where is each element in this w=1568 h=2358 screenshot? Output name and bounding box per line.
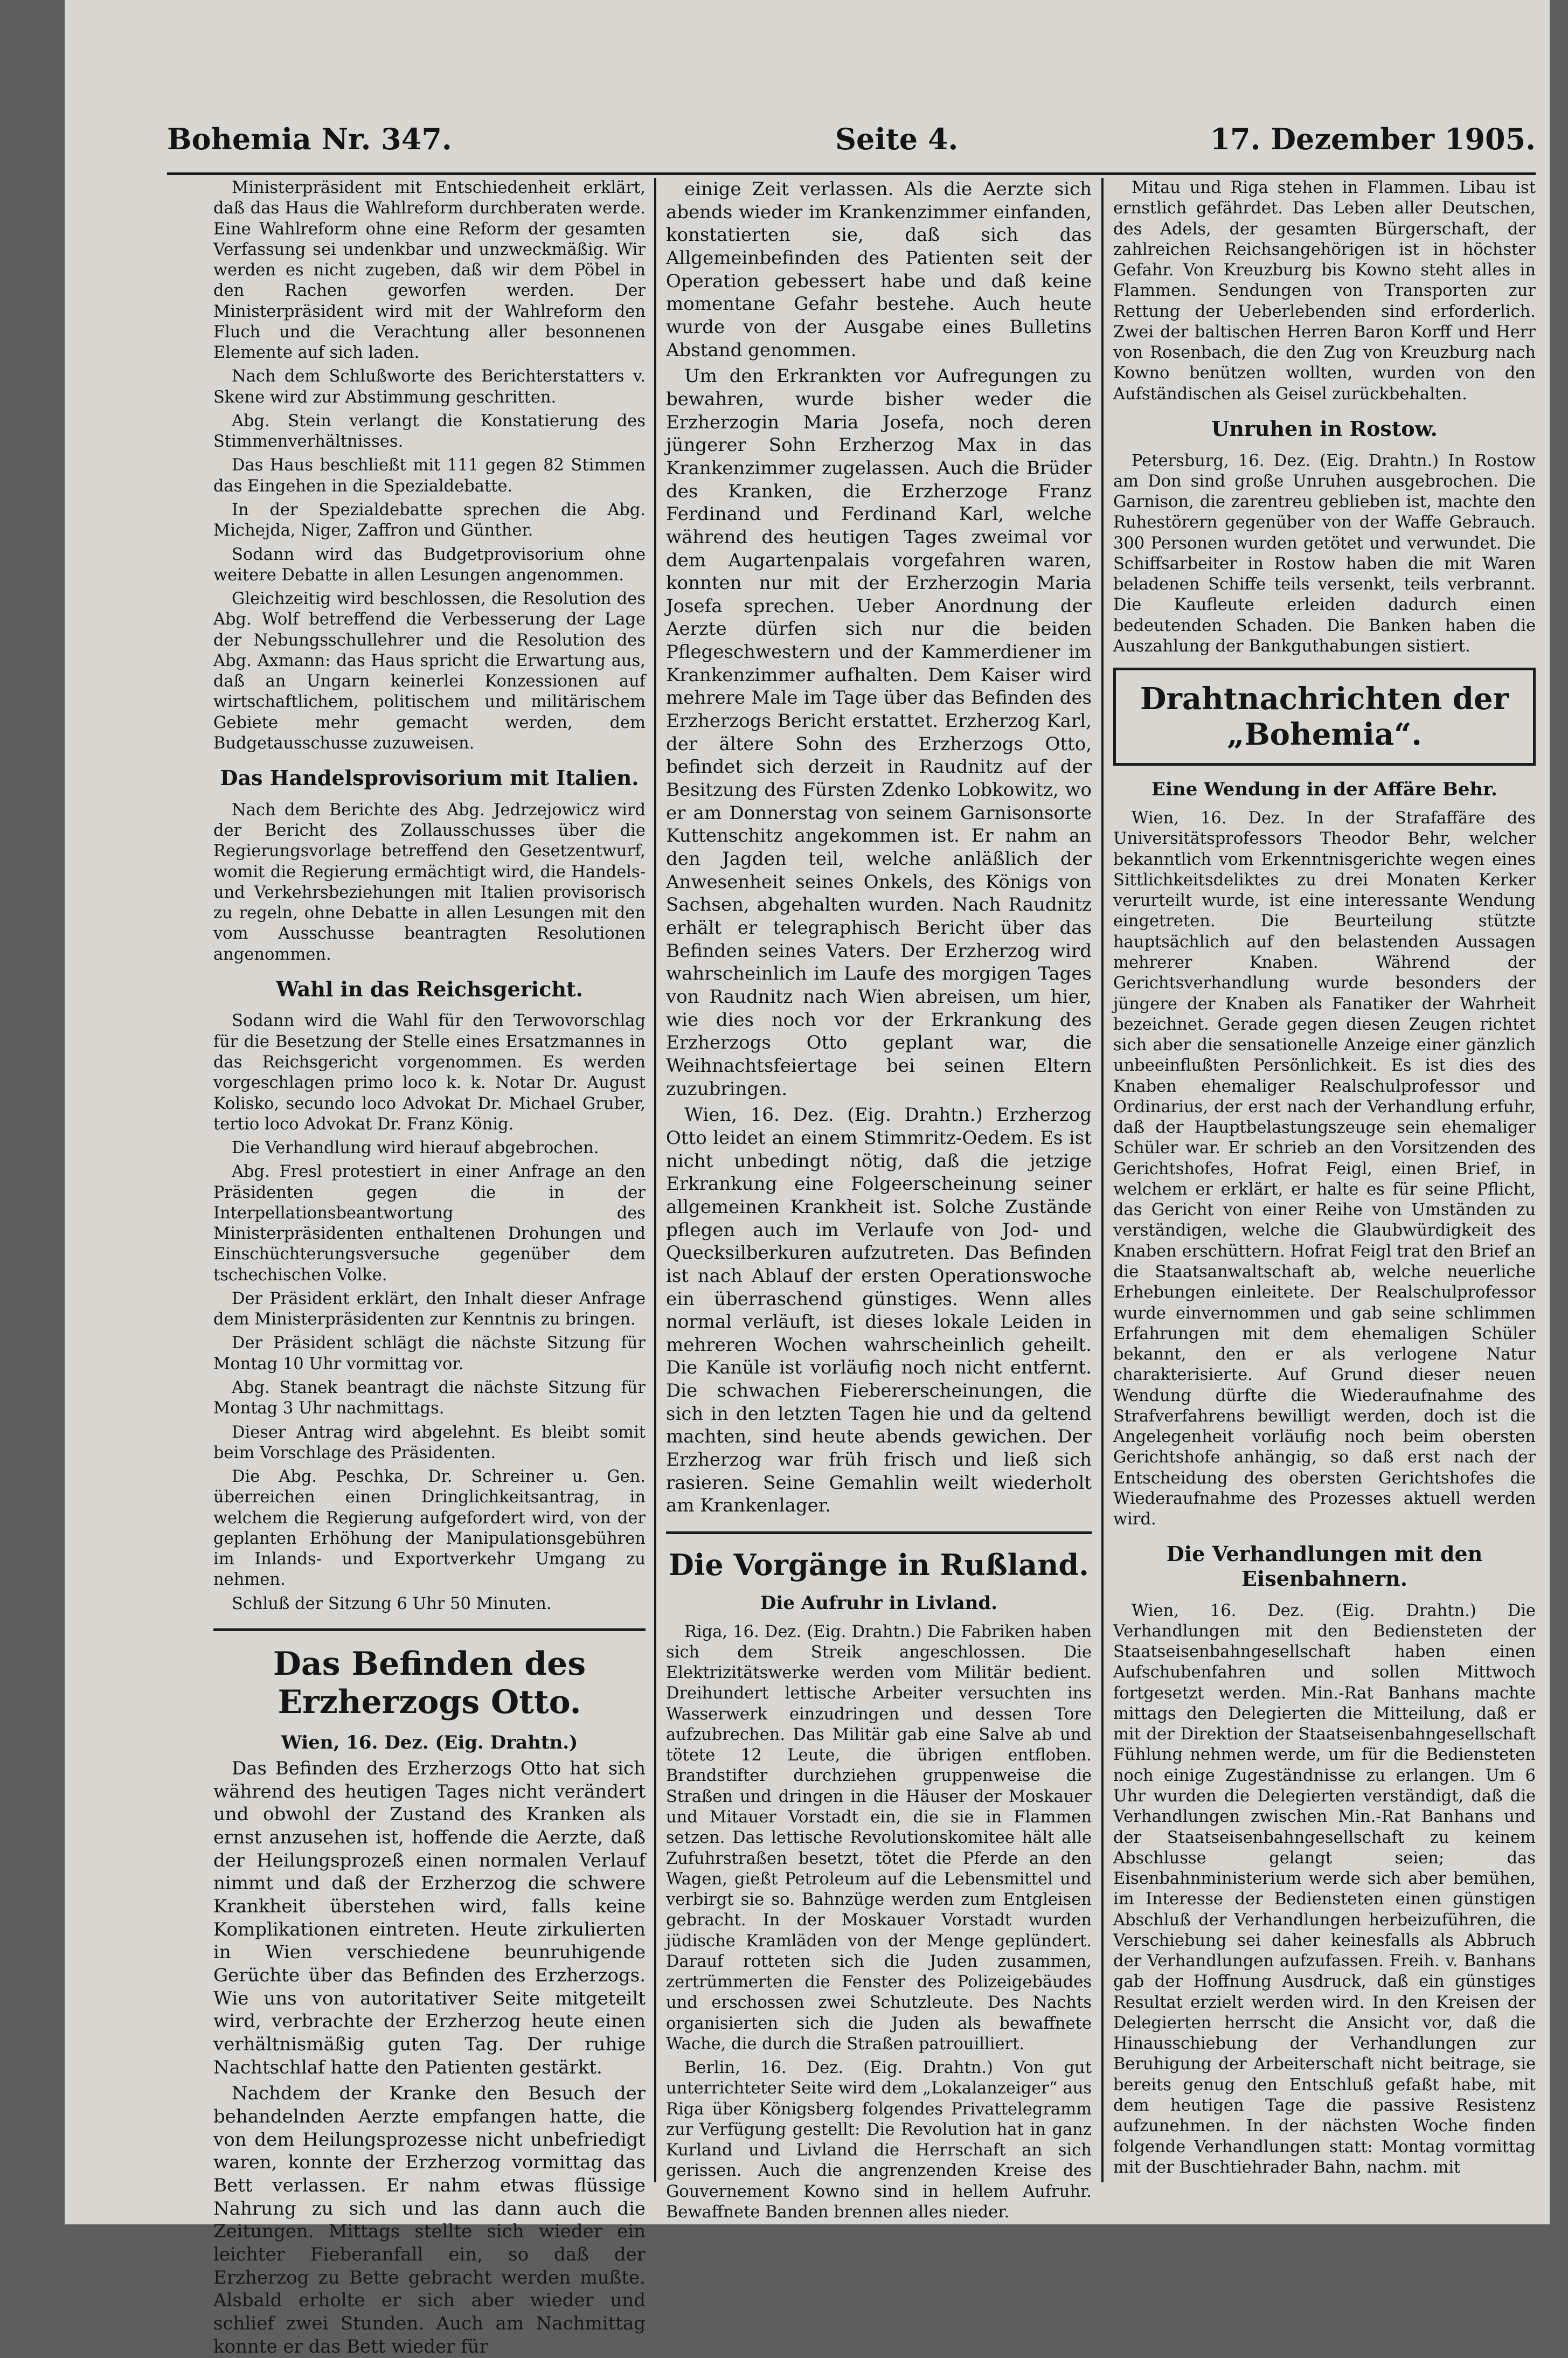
paragraph: Wien, 16. Dez. (Eig. Drahtn.) Die Verhandlungen mit den Bediensteten der Staatseisenbahngesellschaft haben einen Aufschubenfahren und sollen Mittwoch fortgesetzt werden. Min.-Rat Banhans machte mittags den Delegierten die Mitteilung, daß er mit der Direktion der Staatseisenbahngesellschaft Fühlung nehmen werde, um für die Bediensteten noch einige Zugeständnisse zu erlangen. Um 6 Uhr wurden die Delegierten verständigt, daß die Verhandlungen zwischen Min.-Rat Banhans und der Staatseisenbahngesellschaft zu keinem Abschlusse gelangt seien; das Eisenbahnministerium werde sich aber bemühen, im Interesse der Bediensteten einen günstigen Abschluß der Verhandlungen herbeizuführen, die Verschiebung sei daher keinesfalls als Abbruch der Verhandlungen aufzufassen. Freih. v. Banhans gab der Hoffnung Ausdruck, daß ein günstiges Resultat erzielt werden wird. In den Kreisen der Delegierten herrscht die Ansicht vor, daß die Hinausschiebung der Verhandlungen zur Beruhigung der Arbeiterschaft nicht beitrage, sie bereits genug den Entschluß gefaßt habe, mit dem heutigen Tage die passive Resistenz aufzunehmen. In der nächsten Woche finden folgende Verhandlungen statt: Montag vormittag mit der Buschtiehrader Bahn, nachm. mit: [1113, 1601, 1536, 2177]
section-heading: Unruhen in Rostow.: [1211, 416, 1438, 441]
paragraph: Nach dem Schlußworte des Berichterstatters v. Skene wird zur Abstimmung geschritten.: [213, 367, 646, 407]
paragraph: Sodann wird das Budgetprovisorium ohne weitere Debatte in allen Lesungen angenommen.: [213, 545, 646, 585]
paragraph: Ministerpräsident mit Entschiedenheit erklärt, daß das Haus die Wahlreform durchberaten werde. Eine Wahlreform ohne eine Reform der gesamten Verfassung sei undenkbar und unzweckmäßig. Wir werden es nicht zugeben, daß wir dem Pöbel in den Rachen geworfen werden. Der Ministerpräsident wird mit der Wahlreform den Fluch und die Verachtung aller besonnenen Elemente auf sich laden.: [213, 178, 646, 363]
paragraph: Riga, 16. Dez. (Eig. Drahtn.) Die Fabriken haben sich dem Streik angeschlossen. Die Elektrizitätswerke werden vom Militär bedient. Dreihundert lettische Arbeiter versuchten ins Wasserwerk einzudringen und dessen Tore aufzubrechen. Das Militär gab eine Salve ab und tötete 12 Leute, die übrigen entfloben. Brandstifter durchziehen gruppenweise die Straßen und dringen in die Häuser der Moskauer und Mitauer Vorstadt ein, die sie in Flammen setzen. Das lettische Revolutionskomitee hält alle Zufuhrstraßen besetzt, tötet die Pferde an den Wagen, gießt Petroleum auf die Lebensmittel und verbirgt sie so. Bahnzüge werden zum Entgleisen gebracht. In der Moskauer Vorstadt wurden jüdische Kramläden von der Menge geplündert. Darauf rotteten sich die Juden zusammen, zertrümmerten die Fenster des Polizeigebäudes und erschossen zwei Schutzleute. Des Nachts organisierten sich die Juden als bewaffnete Wache, die durch die Straßen patrouilliert.: [666, 1622, 1092, 2054]
article-headline: Die Vorgänge in Rußland.: [669, 1548, 1089, 1583]
section-heading: Eine Wendung in der Affäre Behr.: [1151, 779, 1497, 801]
page-number: Seite 4.: [835, 122, 959, 156]
paragraph: Der Präsident erklärt, den Inhalt dieser Anfrage dem Ministerpräsidenten zur Kenntnis zu bringen.: [213, 1289, 646, 1329]
banner-title: Drahtnachrichten der „Bohemia“.: [1140, 681, 1509, 753]
section-heading: Die Aufruhr in Livland.: [760, 1592, 998, 1614]
paragraph: einige Zeit verlassen. Als die Aerzte sich abends wieder im Krankenzimmer einfanden, konstatierten sie, daß sich das Allgemeinbefinden des Patienten seit der Operation gebessert habe und daß keine momentane Gefahr bestehe. Auch heute wurde von der Ausgabe eines Bulletins Abstand genommen.: [666, 178, 1092, 361]
section-heading: Die Verhandlungen mit den Eisenbahnern.: [1166, 1542, 1483, 1591]
wire-news-banner: [1113, 668, 1536, 766]
section-heading: Das Handelsprovisorium mit Italien.: [220, 766, 639, 790]
paragraph: Dieser Antrag wird abgelehnt. Es bleibt somit beim Vorschlage des Präsidenten.: [213, 1423, 646, 1462]
paragraph: Petersburg, 16. Dez. (Eig. Drahtn.) In Rostow am Don sind große Unruhen ausgebrochen. Die Garnison, die zarentreu geblieben ist, machte den Ruhestörern gegenüber von der Waffe Gebrauch. 300 Personen wurden getötet und verwundet. Die Schiffsarbeiter in Rostow haben die mit Waren beladenen Schiffe teils versenkt, teils verbrannt. Die Kaufleute erleiden dadurch einen bedeutenden Schaden. Die Banken haben die Auszahlung der Bankguthabungen sistiert.: [1113, 451, 1536, 656]
column-3: [1113, 178, 1536, 2193]
issue-date: 17. Dezember 1905.: [1210, 122, 1536, 156]
paper-name: Bohemia Nr. 347.: [167, 122, 452, 156]
article-divider: [213, 1628, 646, 1631]
dateline: Wien, 16. Dez. (Eig. Drahtn.): [281, 1731, 578, 1753]
paragraph: Sodann wird die Wahl für den Terwovorschlag für die Besetzung der Stelle eines Ersatzmannes in das Reichsgericht vorgenommen. Es werden vorgeschlagen primo loco k. k. Notar Dr. August Kolisko, secundo loco Advokat Dr. Michael Gruber, tertio loco Advokat Dr. Franz König.: [213, 1011, 646, 1134]
paragraph: Schluß der Sitzung 6 Uhr 50 Minuten.: [232, 1594, 552, 1613]
paragraph: Nach dem Berichte des Abg. Jedrzejowicz wird der Bericht des Zollausschusses über die Regierungsvorlage betreffend den Gesetzentwurf, womit die Regierung ermächtigt wird, die Handels- und Verkehrsbeziehungen mit Italien provisorisch zu regeln, ohne Debatte in allen Lesungen mit den vom Ausschusse beantragten Resolutionen angenommen.: [213, 800, 646, 964]
paragraph: Nachdem der Kranke den Besuch der behandelnden Aerzte empfangen hatte, die von dem Heilungsprozesse nicht unbefriedigt waren, konnte der Erzherzog vormittag das Bett verlassen. Er nahm etwas flüssige Nahrung zu sich und las dann auch die Zeitungen. Mittags stellte sich wieder ein leichter Fieberanfall ein, so daß der Erzherzog zu Bette gebracht werden mußte. Alsbald erholte er sich aber wieder und schlief zwei Stunden. Auch am Nachmittag konnte er das Bett wieder für: [213, 2083, 646, 2357]
newspaper-page: [65, 0, 1550, 2357]
paragraph: Wien, 16. Dez. In der Strafaffäre des Universitätsprofessors Theodor Behr, welcher bekanntlich vom Erkenntnisgerichte wegen eines Sittlichkeitsdeliktes zu drei Monaten Kerker verurteilt wurde, ist eine interessante Wendung eingetreten. Die Beurteilung stützte hauptsächlich auf den belastenden Aussagen mehrerer Knaben. Während der Gerichtsverhandlung wurde besonders der jüngere der Knaben als Fanatiker der Wahrheit bezeichnet. Gerade gegen diesen Zeugen richtet sich aber die sensationelle Anzeige einer gänzlich unbeeinflußten Persönlichkeit. Es ist dies des Knaben ehemaliger Realschulprofessor und Ordinarius, der erst nach der Verhandlung erfuhr, daß der Hauptbelastungszeuge sein ehemaliger Schüler war. Er schrieb an den Vorsitzenden des Gerichtshofes, Hofrat Feigl, einen Brief, in welchem er erklärt, er halte es für seine Pflicht, das Gericht von einer Reihe von Umständen zu verständigen, welche die Glaubwürdigkeit des Knaben erschüttern. Hofrat Feigl trat den Brief an die Staatsanwaltschaft ab, welche neuerliche Erhebungen einleitete. Der Realschulprofessor wurde einvernommen und gab seine schlimmen Erfahrungen mit dem ehemaligen Schüler bekannt, den er als verlogene Natur charakterisierte. Auf Grund dieser neuen Wendung dürfte die Wiederaufnahme des Strafverfahrens bewilligt werden, doch ist die Angelegenheit vorläufig noch beim obersten Gerichtshofe anhängig, so daß erst nach der Entscheidung des obersten Gerichtshofes die Wiederaufnahme des Prozesses aktuell werden wird.: [1113, 809, 1536, 1529]
section-heading: Wahl in das Reichsgericht.: [276, 976, 583, 1001]
paragraph: Abg. Fresl protestiert in einer Anfrage an den Präsidenten gegen die in der Interpellationsbeantwortung des Ministerpräsidenten enthaltenen Drohungen und Einschüchterungsversuche gegenüber dem tschechischen Volke.: [213, 1162, 646, 1285]
column-rule: [1101, 178, 1104, 2182]
column-1: [213, 178, 646, 2357]
article-divider: [666, 1531, 1092, 1534]
column-2: [666, 178, 1092, 2222]
paragraph: Die Verhandlung wird hierauf abgebrochen.: [232, 1139, 599, 1158]
paragraph: Das Befinden des Erzherzogs Otto hat sich während des heutigen Tages nicht verändert und obwohl der Zustand des Kranken als ernst anzusehen ist, hoffende die Aerzte, daß der Heilungsprozeß einen normalen Verlauf nimmt und daß der Erzherzog die schwere Krankheit überstehen wird, falls keine Komplikationen eintreten. Heute zirkulierten in Wien verschiedene beunruhigende Gerüchte über das Befinden des Erzherzogs. Wie uns von autoritativer Seite mitgeteilt wird, verbrachte der Erzherzog heute einen verhältnismäßig guten Tag. Der ruhige Nachtschlaf hatte den Patienten gestärkt.: [213, 1758, 646, 2078]
paragraph: Gleichzeitig wird beschlossen, die Resolution des Abg. Wolf betreffend die Verbesserung der Lage der Nebungsschullehrer und die Resolution des Abg. Axmann: das Haus spricht die Erwartung aus, daß an Ungarn keinerlei Konzessionen auf wirtschaftlichem, politischem und militärischem Gebiete mehr gemacht werden, dem Budgetausschusse zuzuweisen.: [213, 590, 646, 753]
article-headline: Das Befinden des Erzherzogs Otto.: [273, 1645, 586, 1721]
paragraph: Der Präsident schlägt die nächste Sitzung für Montag 10 Uhr vormittag vor.: [213, 1334, 646, 1374]
paragraph: Berlin, 16. Dez. (Eig. Drahtn.) Von gut unterrichteter Seite wird dem „Lokalanzeiger“ aus Riga über Königsberg folgendes Privattelegramm zur Verfügung gestellt: Die Revolution hat in ganz Kurland und Livland die Herrschaft an sich gerissen. Auch die angrenzenden Kreise des Gouvernement Kowno sind in hellem Aufruhr. Bewaffnete Banden brennen alles nieder.: [666, 2058, 1092, 2222]
paragraph: Mitau und Riga stehen in Flammen. Libau ist ernstlich gefährdet. Das Leben aller Deutschen, des Adels, der gesamten Bürgerschaft, der zahlreichen Reichsangehörigen ist in höchster Gefahr. Von Kreuzburg bis Kowno steht alles in Flammen. Sendungen von Transporten zur Rettung der Ueberlebenden sind erforderlich. Zwei der baltischen Herren Baron Korff und Herr von Rosenbach, die den Zug von Kreuzburg nach Kowno benützen wollten, wurden von den Aufständischen als Geisel zurückbehalten.: [1113, 178, 1536, 404]
paragraph: Das Haus beschließt mit 111 gegen 82 Stimmen das Eingehen in die Spezialdebatte.: [213, 456, 646, 496]
paragraph: Wien, 16. Dez. (Eig. Drahtn.) Erzherzog Otto leidet an einem Stimmritz-Oedem. Es ist nicht unbedingt nötig, daß die jetzige Erkrankung eine Folgeerscheinung seiner allgemeinen Krankheit ist. Solche Zustände pflegen auch im Verlaufe von Jod- und Quecksilberkuren aufzutreten. Das Befinden ist nach Ablauf der ersten Operationswoche ein überraschend günstiges. Wenn alles normal verläuft, ist dieses lokale Leiden in mehreren Wochen wahrscheinlich geheilt. Die Kanüle ist vorläufig noch nicht entfernt. Die schwachen Fiebererscheinungen, die sich in den letzten Tagen hie und da geltend machten, sind heute abends gewichen. Der Erzherzog war früh frisch und ließ sich rasieren. Seine Gemahlin weilt wiederholt am Krankenlager.: [666, 1104, 1092, 1517]
paragraph: Um den Erkrankten vor Aufregungen zu bewahren, wurde bisher weder die Erzherzogin Maria Josefa, noch deren jüngerer Sohn Erzherzog Max in das Krankenzimmer zugelassen. Auch die Brüder des Kranken, die Erzherzoge Franz Ferdinand und Ferdinand Karl, welche während des heutigen Tages zweimal vor dem Augartenpalais vorgefahren waren, konnten nur mit der Erzherzogin Maria Josefa sprechen. Ueber Anordnung der Aerzte dürfen sich nur die beiden Pflegeschwestern und der Kammerdiener im Krankenzimmer aufhalten. Dem Kaiser wird mehrere Male im Tage über das Befinden des Erzherzogs Bericht erstattet. Erzherzog Karl, der ältere Sohn des Erzherzogs Otto, befindet sich derzeit in Raudnitz auf der Besitzung des Fürsten Zdenko Lobkowitz, wo er am Donnerstag von seinem Garnisonsorte Kuttenschitz angekommen ist. Er nahm an den Jagden teil, welche anläßlich der Anwesenheit seines Onkels, des Königs von Sachsen, abgehalten wurden. Nach Raudnitz erhält er telegraphisch Bericht über das Befinden seines Vaters. Der Erzherzog wird wahrscheinlich im Laufe des morgigen Tages von Raudnitz nach Wien abreisen, um hier, wie dies noch vor der Erkrankung des Erzherzogs Otto geplant war, die Weihnachtsfeiertage bei seinen Eltern zuzubringen.: [666, 365, 1092, 1100]
column-rule: [654, 178, 656, 2182]
paragraph: Abg. Stanek beantragt die nächste Sitzung für Montag 3 Uhr nachmittags.: [213, 1378, 646, 1418]
paragraph: In der Spezialdebatte sprechen die Abg. Michejda, Niger, Zaffron und Günther.: [213, 500, 646, 540]
paragraph: Die Abg. Peschka, Dr. Schreiner u. Gen. überreichen einen Dringlichkeitsantrag, in welchem die Regierung aufgefordert wird, von der geplanten Erhöhung der Manipulationsgebühren im Inlands- und Exportverkehr Umgang zu nehmen.: [213, 1467, 646, 1590]
page-header: [167, 119, 1536, 175]
paragraph: Abg. Stein verlangt die Konstatierung des Stimmenverhältnisses.: [213, 411, 646, 452]
